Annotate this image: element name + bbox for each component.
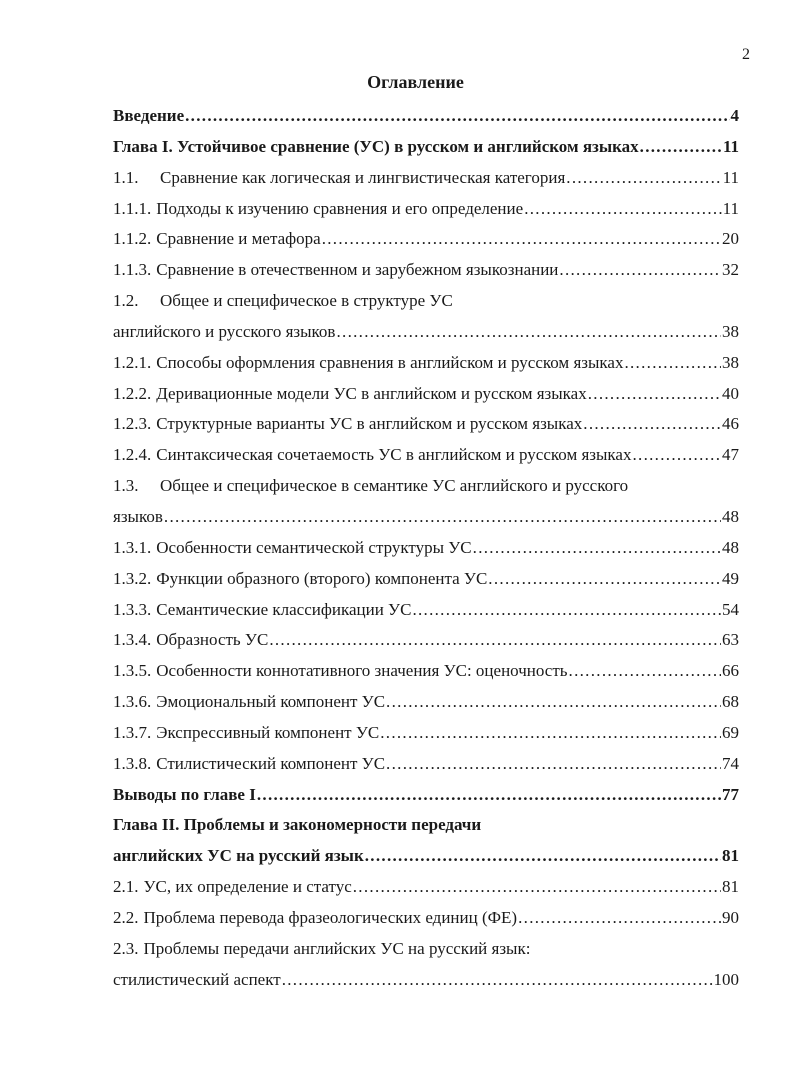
toc-entry (113, 286, 739, 317)
page-number: 2 (742, 46, 750, 63)
dot-leader (569, 656, 721, 687)
toc-entry-number: 1.2.1. (113, 352, 152, 372)
dot-leader (632, 440, 721, 471)
toc-entry-page: 11 (722, 136, 739, 156)
dot-leader (412, 595, 721, 626)
toc-entry-title-cont: английского и русского языков (113, 321, 336, 341)
dot-leader (353, 872, 721, 903)
toc-entry (113, 471, 739, 502)
toc-entry-number: 1.3.4. (113, 630, 152, 650)
toc-entry-number: 1.1. (113, 167, 139, 187)
toc-entry-page: 81 (722, 846, 739, 866)
toc-entry (113, 533, 739, 564)
dot-leader (559, 255, 721, 286)
toc-entry-page: 48 (722, 537, 739, 557)
toc-entry (113, 749, 739, 780)
toc-entry-number: 1.3. (113, 476, 139, 496)
toc-entry-page: 69 (722, 722, 739, 742)
toc-entry-number: 1.3.2. (113, 568, 152, 588)
toc-entry-title: Выводы по главе I (113, 784, 256, 804)
toc-entry (113, 718, 739, 749)
toc-entry-page: 46 (722, 414, 739, 434)
toc-entry-page: 74 (722, 753, 739, 773)
toc-entry-page: 77 (722, 784, 739, 804)
toc-entry-title: УС, их определение и статус (143, 877, 352, 897)
dot-leader (524, 194, 721, 225)
dot-leader (583, 409, 721, 440)
toc-entry-title: Синтаксическая сочетаемость УС в английском и русском языках (156, 445, 632, 465)
dot-leader (640, 132, 722, 163)
toc-entry-title: Глава I. Устойчивое сравнение (УС) в русском и английском языках (113, 136, 639, 156)
toc-entry (113, 872, 739, 903)
toc-entry-title: Семантические классификации УС (156, 599, 412, 619)
toc-entry (113, 934, 739, 965)
toc-entry-title: Общее и специфическое в семантике УС английского и русского (160, 476, 629, 496)
toc-entry-page: 100 (713, 969, 739, 989)
toc-entry-title: Глава II. Проблемы и закономерности передачи (113, 815, 482, 835)
toc-entry-number: 1.3.6. (113, 692, 152, 712)
toc-entry-page: 81 (722, 877, 739, 897)
toc-entry (113, 780, 739, 811)
toc-entry (113, 163, 739, 194)
dot-leader (185, 101, 729, 132)
toc-entry-number: 1.1.3. (113, 260, 152, 280)
toc-entry-page: 20 (722, 229, 739, 249)
dot-leader (257, 780, 721, 811)
toc-entry-number: 1.3.8. (113, 753, 152, 773)
toc-entry (113, 409, 739, 440)
toc-entry-number: 2.1. (113, 877, 139, 897)
dot-leader (269, 625, 721, 656)
toc-entry-continuation (113, 965, 739, 996)
toc-entry-title: Образность УС (156, 630, 269, 650)
toc-entry-title: Способы оформления сравнения в английском и русском языках (156, 352, 624, 372)
toc-entry-title: Сравнение в отечественном и зарубежном языкознании (156, 260, 559, 280)
toc-entry-title: Сравнение как логическая и лингвистическая категория (160, 167, 566, 187)
dot-leader (386, 687, 721, 718)
toc-entry (113, 564, 739, 595)
table-of-contents (113, 101, 739, 995)
dot-leader (336, 317, 721, 348)
toc-entry-title: Проблема перевода фразеологических единиц (ФЕ) (143, 907, 518, 927)
toc-entry-title: Стилистический компонент УС (156, 753, 386, 773)
dot-leader (518, 903, 721, 934)
toc-entry (113, 687, 739, 718)
toc-entry-number: 1.3.1. (113, 537, 152, 557)
toc-entry-title: Эмоциональный компонент УС (156, 692, 386, 712)
toc-entry-number: 1.2.3. (113, 414, 152, 434)
toc-entry (113, 379, 739, 410)
toc-entry-page: 63 (722, 630, 739, 650)
toc-entry-page: 40 (722, 383, 739, 403)
toc-entry-page: 32 (722, 260, 739, 280)
toc-entry-title: Проблемы передачи английских УС на русский язык: (143, 938, 531, 958)
dot-leader (365, 841, 721, 872)
toc-entry-page: 38 (722, 321, 739, 341)
toc-entry-number: 1.1.2. (113, 229, 152, 249)
toc-entry-number: 1.2. (113, 291, 139, 311)
toc-entry-page: 11 (722, 167, 739, 187)
toc-entry (113, 903, 739, 934)
toc-entry-page: 49 (722, 568, 739, 588)
toc-entry-title: Особенности коннотативного значения УС: оценочность (156, 661, 568, 681)
toc-entry (113, 595, 739, 626)
dot-leader (380, 718, 721, 749)
toc-entry-number: 2.3. (113, 938, 139, 958)
dot-leader (386, 749, 721, 780)
toc-entry-number: 1.1.1. (113, 198, 152, 218)
toc-entry (113, 194, 739, 225)
dot-leader (164, 502, 721, 533)
toc-entry (113, 656, 739, 687)
toc-entry-title-cont: английских УС на русский язык (113, 846, 364, 866)
toc-entry-page: 4 (730, 106, 739, 125)
toc-entry-number: 1.2.4. (113, 445, 152, 465)
dot-leader (488, 564, 721, 595)
dot-leader (566, 163, 721, 194)
toc-entry (113, 810, 739, 841)
toc-entry-number: 1.2.2. (113, 383, 152, 403)
toc-entry-number: 1.3.7. (113, 722, 152, 742)
toc-entry-title: Деривационные модели УС в английском и русском языках (156, 383, 587, 403)
dot-leader (588, 379, 721, 410)
dot-leader (282, 965, 713, 996)
toc-entry (113, 625, 739, 656)
toc-entry (113, 132, 739, 163)
toc-entry-page: 48 (722, 506, 739, 526)
toc-entry-title-cont: стилистический аспект (113, 969, 281, 989)
toc-entry-title: Введение (113, 106, 185, 125)
toc-entry-page: 47 (722, 445, 739, 465)
toc-entry-title: Особенности семантической структуры УС (156, 537, 472, 557)
toc-entry-continuation (113, 841, 739, 872)
toc-entry-number: 1.3.3. (113, 599, 152, 619)
toc-entry (113, 224, 739, 255)
toc-entry-page: 66 (722, 661, 739, 681)
toc-entry-page: 68 (722, 692, 739, 712)
toc-entry-title-cont: языков (113, 506, 163, 526)
toc-entry-title: Структурные варианты УС в английском и русском языках (156, 414, 583, 434)
page-title: Оглавление (367, 72, 464, 92)
toc-entry-page: 54 (722, 599, 739, 619)
toc-entry-number: 2.2. (113, 907, 139, 927)
dot-leader (473, 533, 721, 564)
toc-entry-page: 11 (722, 198, 739, 218)
toc-entry (113, 348, 739, 379)
toc-entry-continuation (113, 317, 739, 348)
toc-entry (113, 101, 739, 132)
toc-entry-number: 1.3.5. (113, 661, 152, 681)
toc-entry-title: Экспрессивный компонент УС (156, 722, 380, 742)
toc-entry-title: Общее и специфическое в структуре УС (160, 291, 453, 311)
dot-leader (322, 224, 721, 255)
toc-entry-page: 90 (722, 907, 739, 927)
toc-entry-title: Подходы к изучению сравнения и его определение (156, 198, 524, 218)
toc-entry (113, 440, 739, 471)
dot-leader (624, 348, 721, 379)
toc-entry-title: Функции образного (второго) компонента УС (156, 568, 488, 588)
toc-entry-continuation (113, 502, 739, 533)
toc-entry-title: Сравнение и метафора (156, 229, 321, 249)
toc-entry (113, 255, 739, 286)
toc-entry-page: 38 (722, 352, 739, 372)
